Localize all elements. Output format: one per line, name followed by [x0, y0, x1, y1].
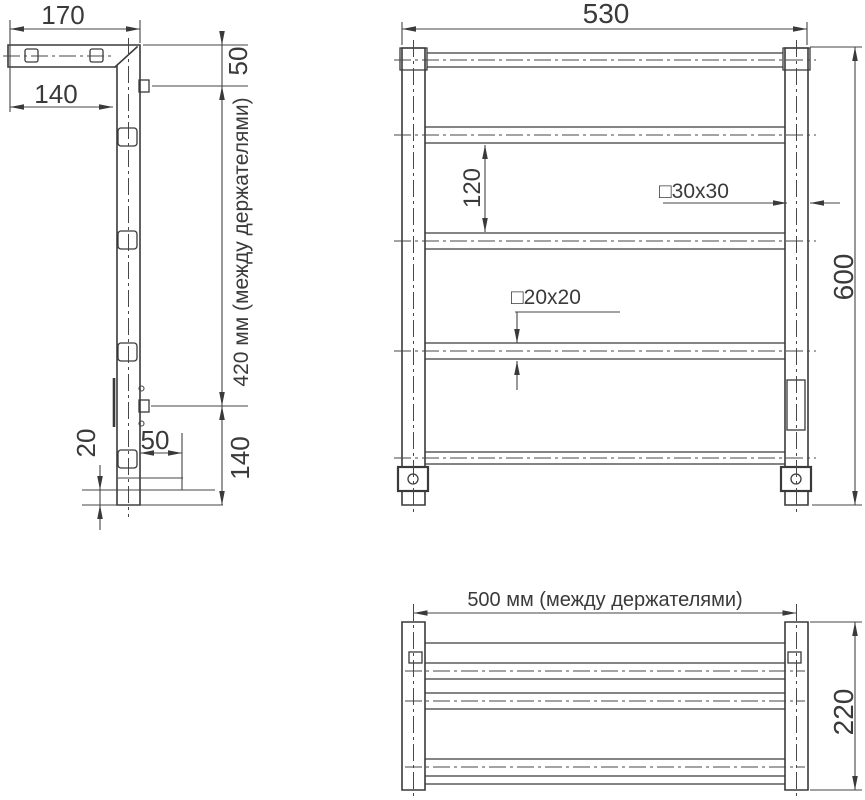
front-view — [394, 0, 862, 516]
top-posts — [402, 622, 808, 790]
front-posts — [402, 48, 808, 505]
dim-label-shelf-depth-inner: 140 — [34, 79, 78, 109]
top-centerlines — [405, 604, 805, 798]
top-view — [402, 589, 862, 798]
dim-label-overall-depth: 220 — [828, 688, 859, 736]
rail-section-1 — [118, 128, 137, 146]
holder-tab-right — [788, 652, 801, 663]
label-rail-profile: □20x20 — [511, 286, 581, 309]
holder-tab-left — [409, 652, 422, 663]
rail-section-4 — [118, 450, 137, 468]
dim-label-foot-height: 20 — [71, 428, 101, 458]
dim-label-overall-height: 600 — [828, 253, 859, 301]
top-tubes — [425, 643, 785, 784]
top-dim-arrows — [414, 610, 858, 790]
front-dim-arrows — [402, 26, 858, 505]
front-centerlines — [394, 40, 816, 516]
dim-label-bracket-spacing-vertical: 420 мм (между держателями) — [230, 97, 253, 387]
front-rails — [425, 53, 785, 464]
dim-label-top-bracket-offset: 50 — [223, 46, 253, 76]
dim-label-bracket-spacing-horizontal: 500 мм (между держателями) — [467, 589, 743, 611]
label-post-profile: □30x30 — [659, 180, 729, 203]
side-centerlines — [3, 38, 129, 517]
dim-label-rail-gap: 120 — [459, 167, 486, 209]
side-view — [3, 0, 255, 530]
rail-section-2 — [118, 231, 137, 249]
dim-label-bottom-bracket-offset: 140 — [225, 436, 255, 480]
front-dim-lines — [402, 22, 862, 505]
dim-label-shelf-depth: 170 — [41, 0, 85, 30]
rail-section-3 — [118, 343, 137, 361]
dim-label-overall-width: 530 — [582, 0, 630, 29]
dim-label-foot-depth: 50 — [140, 425, 170, 455]
